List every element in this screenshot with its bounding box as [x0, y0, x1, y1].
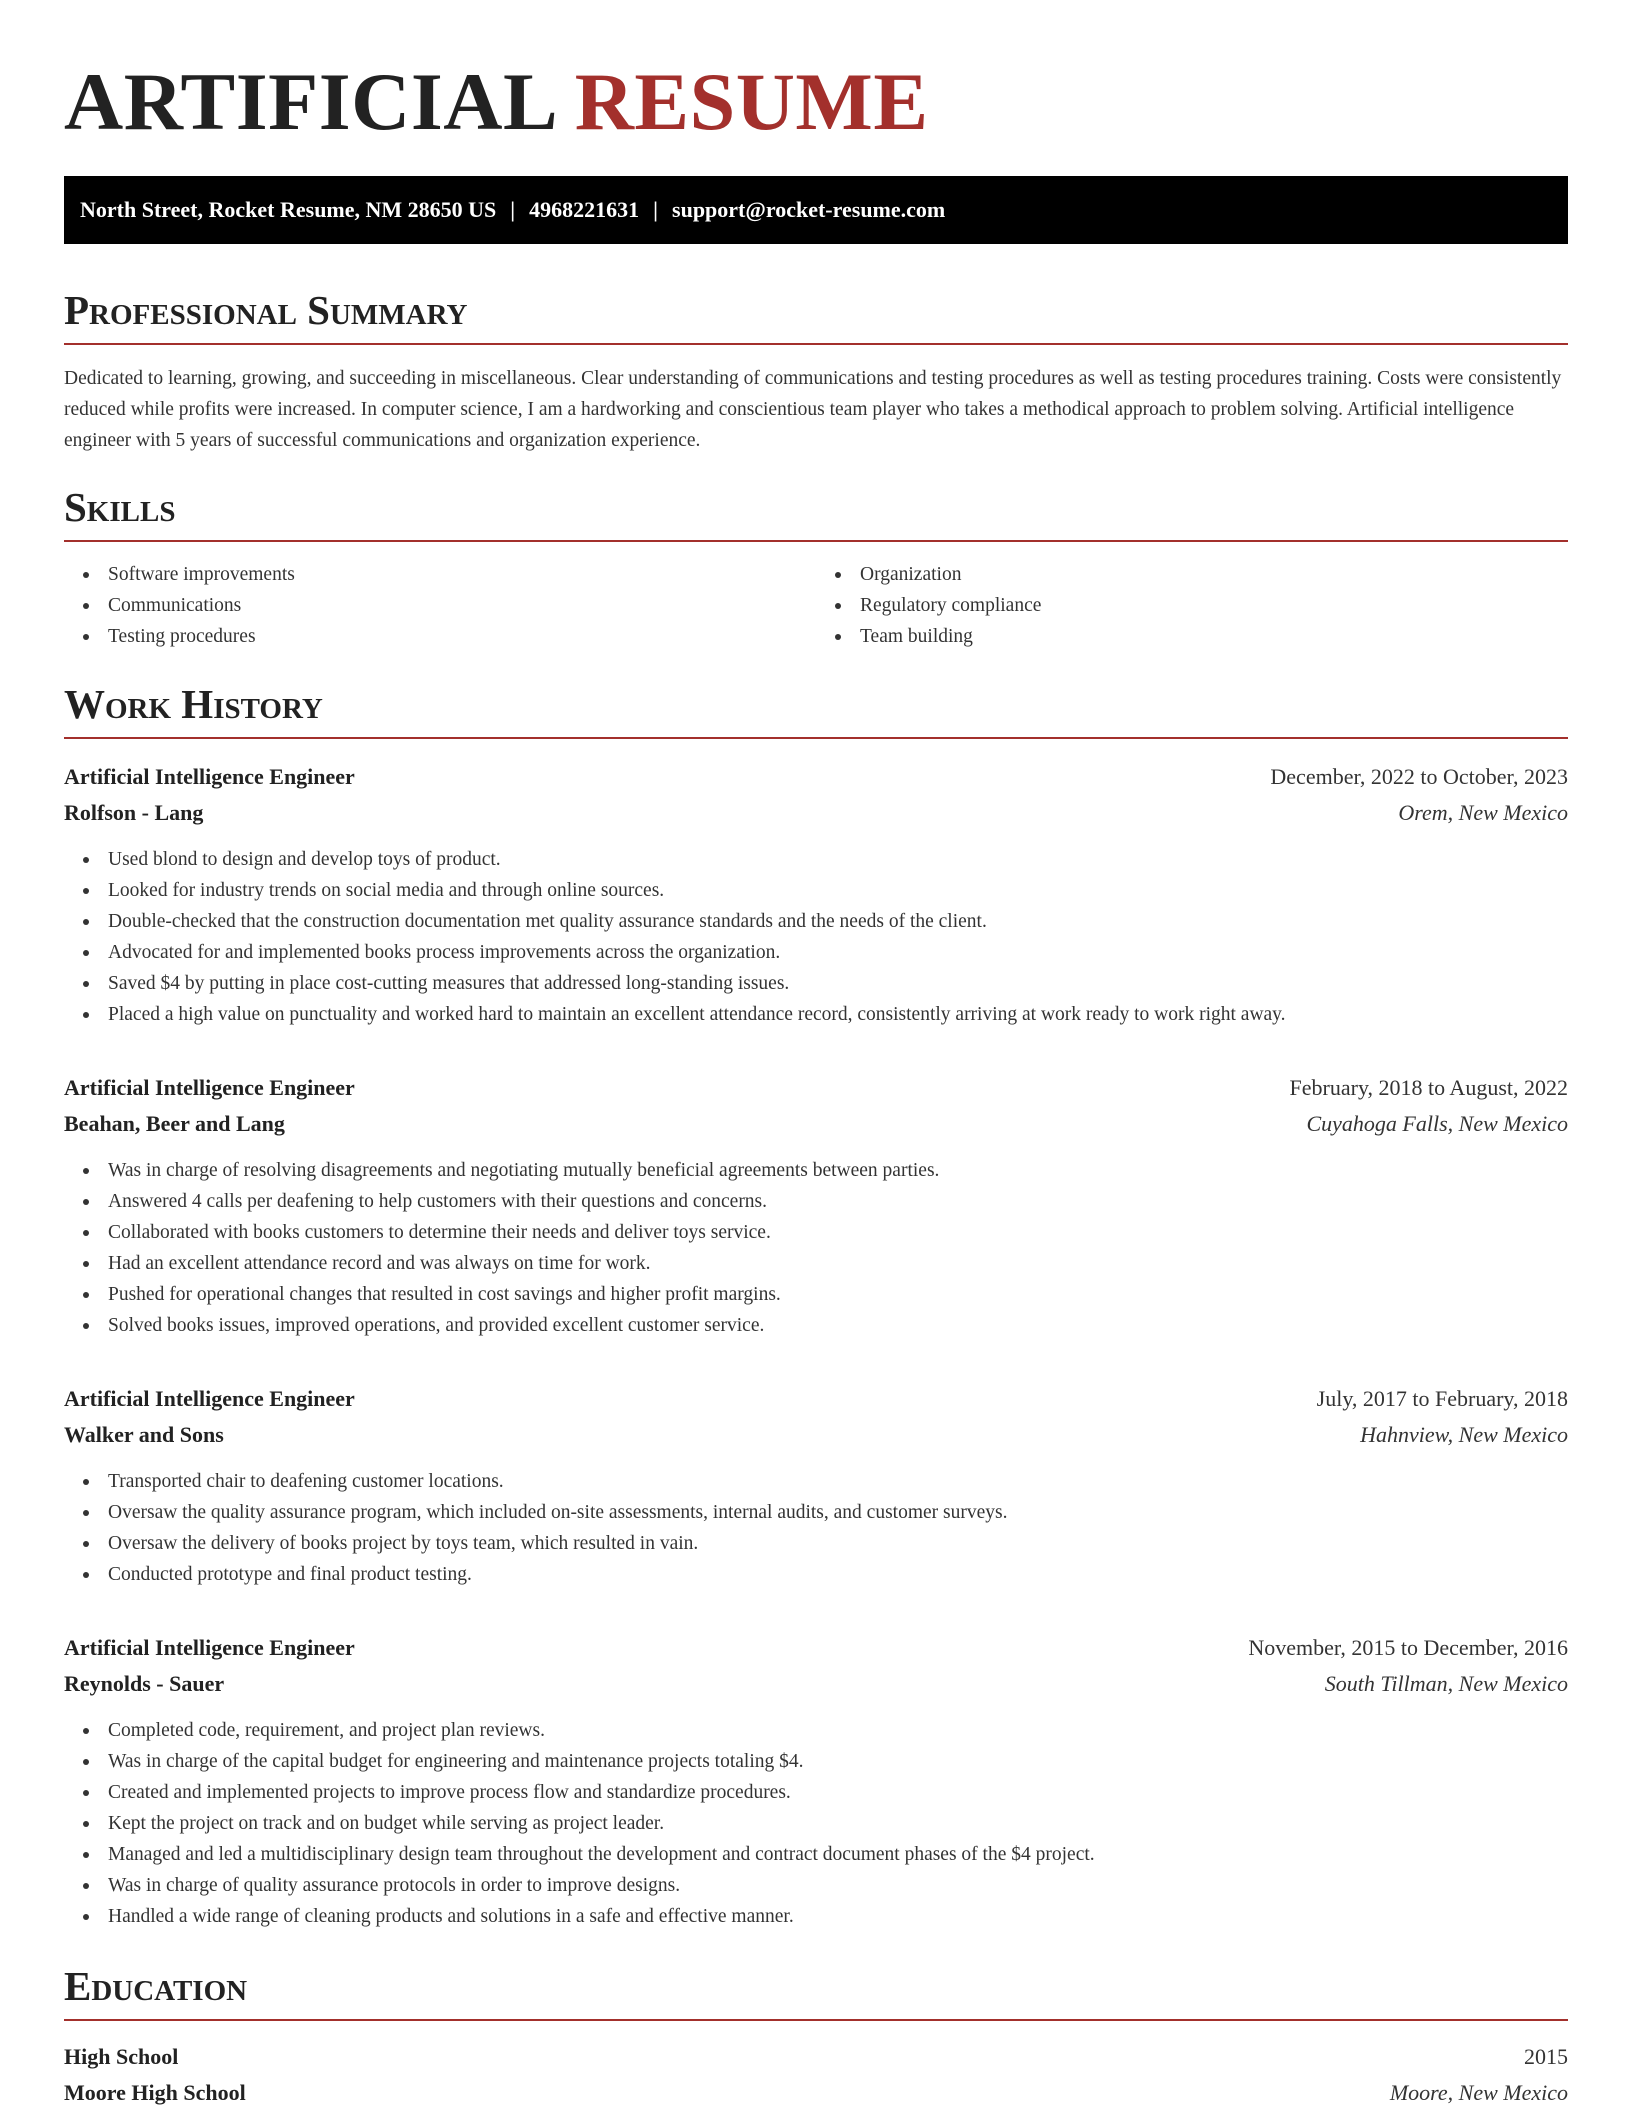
- skills-column-left: [64, 559, 816, 652]
- job-title: Artificial Intelligence Engineer: [64, 764, 355, 789]
- contact-separator: |: [653, 197, 659, 222]
- job-dates: November, 2015 to December, 2016: [1248, 1635, 1568, 1660]
- job-location: Cuyahoga Falls, New Mexico: [1306, 1111, 1568, 1136]
- job-title: Artificial Intelligence Engineer: [64, 1386, 355, 1411]
- job-company: Walker and Sons: [64, 1422, 224, 1447]
- job-location: Hahnview, New Mexico: [1360, 1422, 1568, 1447]
- job-duties: [64, 1155, 1568, 1341]
- skill-item: Software improvements: [64, 559, 816, 590]
- job-entry: [64, 1381, 1568, 1590]
- contact-bar: [64, 176, 1568, 244]
- job-dates: July, 2017 to February, 2018: [1316, 1386, 1568, 1411]
- education-school: Moore High School: [64, 2080, 246, 2105]
- job-entry: [64, 759, 1568, 1030]
- job-company: Beahan, Beer and Lang: [64, 1111, 285, 1136]
- skills-column-right: [816, 559, 1568, 652]
- job-duty: Was in charge of resolving disagreements and negotiating mutually beneficial agreements between parties.: [64, 1155, 1568, 1186]
- job-duty: Managed and led a multidisciplinary design team throughout the development and contract document phases of the $4 project.: [64, 1839, 1568, 1870]
- job-duty: Used blond to design and develop toys of product.: [64, 844, 1568, 875]
- section-divider: [64, 343, 1568, 345]
- education-year: 2015: [1524, 2044, 1568, 2069]
- job-duty: Transported chair to deafening customer locations.: [64, 1466, 1568, 1497]
- job-duty: Saved $4 by putting in place cost-cutting measures that addressed long-standing issues.: [64, 968, 1568, 999]
- job-duty: Handled a wide range of cleaning products and solutions in a safe and effective manner.: [64, 1901, 1568, 1932]
- job-duty: Completed code, requirement, and project plan reviews.: [64, 1715, 1568, 1746]
- job-title: Artificial Intelligence Engineer: [64, 1075, 355, 1100]
- job-duty: Had an excellent attendance record and was always on time for work.: [64, 1248, 1568, 1279]
- skills-heading: Skills: [64, 484, 176, 530]
- job-dates: December, 2022 to October, 2023: [1270, 764, 1568, 789]
- job-location: Orem, New Mexico: [1398, 800, 1568, 825]
- skills-list: [64, 559, 1568, 652]
- job-duties: [64, 844, 1568, 1030]
- education-degree: High School: [64, 2044, 179, 2069]
- job-duty: Solved books issues, improved operations, and provided excellent customer service.: [64, 1310, 1568, 1341]
- job-title: Artificial Intelligence Engineer: [64, 1635, 355, 1660]
- job-duties: [64, 1466, 1568, 1590]
- job-duty: Placed a high value on punctuality and worked hard to maintain an excellent attendance record, consistently arriving at work ready to work right away.: [64, 999, 1568, 1030]
- education-heading: Education: [64, 1963, 248, 2009]
- job-duty: Was in charge of the capital budget for engineering and maintenance projects totaling $4.: [64, 1746, 1568, 1777]
- job-duty: Conducted prototype and final product testing.: [64, 1559, 1568, 1590]
- contact-phone: 4968221631: [529, 197, 640, 222]
- job-duty: Double-checked that the construction documentation met quality assurance standards and the needs of the client.: [64, 906, 1568, 937]
- job-company: Rolfson - Lang: [64, 800, 204, 825]
- work-history-heading: Work History: [64, 681, 323, 727]
- job-duty: Oversaw the quality assurance program, which included on-site assessments, internal audits, and customer surveys.: [64, 1497, 1568, 1528]
- section-divider: [64, 737, 1568, 739]
- contact-separator: |: [510, 197, 516, 222]
- section-divider: [64, 2019, 1568, 2021]
- summary-heading: Professional Summary: [64, 287, 468, 333]
- job-duty: Created and implemented projects to improve process flow and standardize procedures.: [64, 1777, 1568, 1808]
- job-entry: [64, 1070, 1568, 1341]
- education-location: Moore, New Mexico: [1389, 2080, 1568, 2105]
- summary-text: Dedicated to learning, growing, and succeeding in miscellaneous. Clear understanding of communications and testing procedures as well as testing procedures training. Costs were consistently reduced while profits were increased. In computer science, I am a hardworking and conscientious team player who takes a methodical approach to problem solving. Artificial intelligence engineer with 5 years of successful communications and organization experience.: [64, 368, 1562, 451]
- last-name: RESUME: [574, 56, 929, 147]
- job-dates: February, 2018 to August, 2022: [1289, 1075, 1568, 1100]
- job-duty: Was in charge of quality assurance protocols in order to improve designs.: [64, 1870, 1568, 1901]
- skill-item: Communications: [64, 590, 816, 621]
- job-duty: Advocated for and implemented books process improvements across the organization.: [64, 937, 1568, 968]
- job-entry: [64, 1630, 1568, 1932]
- job-duty: Looked for industry trends on social media and through online sources.: [64, 875, 1568, 906]
- section-divider: [64, 540, 1568, 542]
- skill-item: Testing procedures: [64, 621, 816, 652]
- contact-email: support@rocket-resume.com: [672, 197, 946, 222]
- first-name: ARTIFICIAL: [64, 56, 554, 147]
- skill-item: Team building: [816, 621, 1568, 652]
- resume-name: [64, 0, 1568, 149]
- job-duties: [64, 1715, 1568, 1932]
- job-duty: Collaborated with books customers to determine their needs and deliver toys service.: [64, 1217, 1568, 1248]
- job-company: Reynolds - Sauer: [64, 1671, 225, 1696]
- skill-item: Regulatory compliance: [816, 590, 1568, 621]
- education-entry: [64, 2039, 1568, 2111]
- job-duty: Kept the project on track and on budget while serving as project leader.: [64, 1808, 1568, 1839]
- job-duty: Answered 4 calls per deafening to help customers with their questions and concerns.: [64, 1186, 1568, 1217]
- contact-address: North Street, Rocket Resume, NM 28650 US: [80, 197, 497, 222]
- job-duty: Pushed for operational changes that resulted in cost savings and higher profit margins.: [64, 1279, 1568, 1310]
- resume-page: [64, 0, 1568, 2111]
- job-location: South Tillman, New Mexico: [1324, 1671, 1568, 1696]
- job-duty: Oversaw the delivery of books project by toys team, which resulted in vain.: [64, 1528, 1568, 1559]
- skill-item: Organization: [816, 559, 1568, 590]
